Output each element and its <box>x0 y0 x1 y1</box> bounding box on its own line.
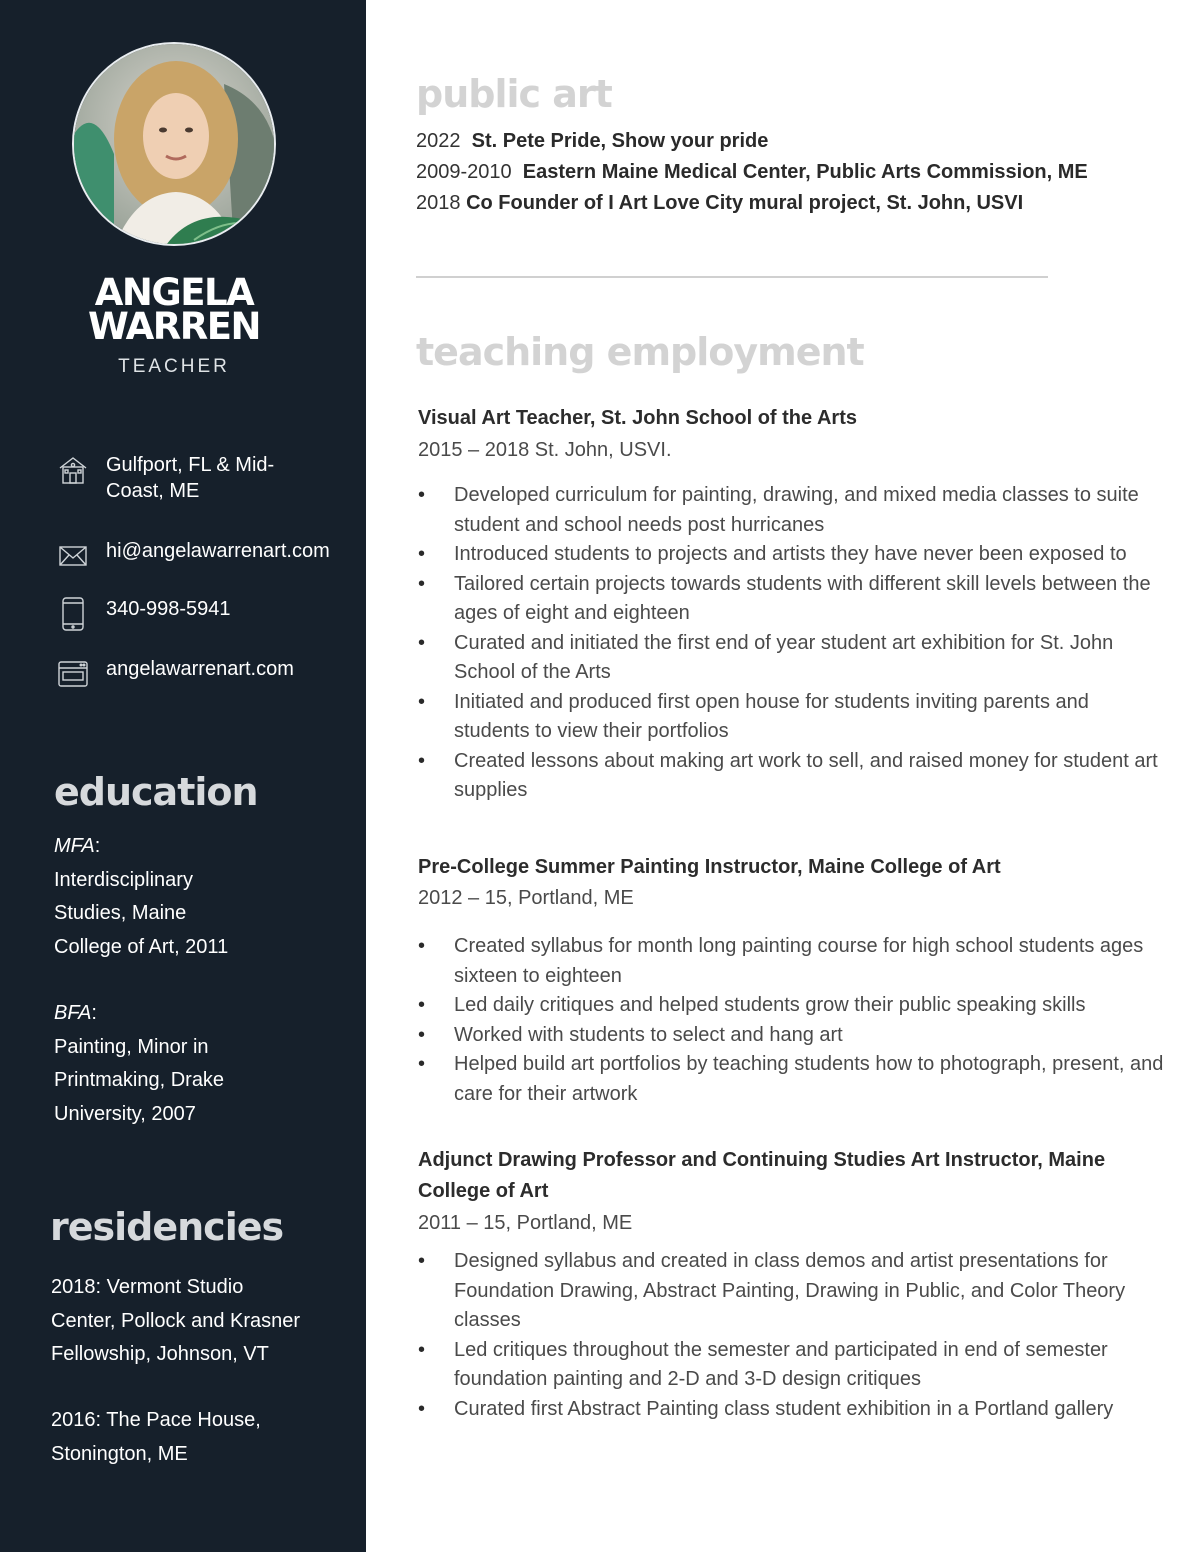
bullet-item: • Initiated and produced first open house for students inviting parents and students to view their portfolios <box>418 688 1166 747</box>
residency-line: 2018: Vermont Studio <box>51 1276 244 1298</box>
sidebar <box>0 0 366 1552</box>
bullet-item: • Led critiques throughout the semester and participated in end of semester foundation painting and 2-D and 3-D design critiques <box>418 1336 1166 1395</box>
bullet-item: • Worked with students to select and hang art <box>418 1021 1166 1051</box>
bullet-item: • Tailored certain projects towards students with different skill levels between the ages of eight and eighteen <box>418 570 1166 629</box>
residency-line: 2016: The Pace House, <box>51 1409 261 1431</box>
education-line: College of Art, 2011 <box>54 935 229 958</box>
contact-location <box>56 452 274 504</box>
residencies-heading: residencies <box>50 1205 284 1249</box>
location-line-1: Gulfport, FL & Mid- <box>106 454 275 476</box>
residency-line: Fellowship, Johnson, VT <box>51 1343 269 1365</box>
contact-email <box>56 538 330 574</box>
public-art-heading: public art <box>416 72 612 116</box>
contact-phone <box>56 596 231 632</box>
phone-number[interactable]: 340-998-5941 <box>106 598 231 620</box>
job-meta: 2012 – 15, Portland, ME <box>418 887 634 909</box>
bullet-item: • Created syllabus for month long painting course for high school students ages sixteen to eighteen <box>418 932 1166 991</box>
public-art-title: Eastern Maine Medical Center, Public Arts Commission, ME <box>522 161 1088 183</box>
bullet-item: • Designed syllabus and created in class demos and artist presentations for Foundation Drawing, Abstract Painting, Drawing in Public, and Color Theory classes <box>418 1247 1166 1336</box>
bullet-item: • Introduced students to projects and artists they have never been exposed to <box>418 540 1166 570</box>
public-art-year: 2018 <box>416 192 461 214</box>
last-name: WARREN <box>87 305 260 348</box>
bullet-item: • Led daily critiques and helped students grow their public speaking skills <box>418 991 1166 1021</box>
job-title: Visual Art Teacher, St. John School of the Arts <box>418 407 857 429</box>
job-title: Adjunct Drawing Professor and Continuing Studies Art Instructor, Maine College of Art <box>418 1149 1106 1202</box>
public-art-item <box>416 188 1023 218</box>
bullet-item: • Helped build art portfolios by teaching students how to photograph, present, and care for their artwork <box>418 1050 1166 1109</box>
education-item-mfa: MFA: Interdisciplinary Studies, Maine College of Art, 2011 <box>54 830 228 964</box>
contact-website <box>56 656 294 692</box>
section-divider <box>416 276 1048 278</box>
degree-label: BFA <box>54 1002 92 1024</box>
education-line: Studies, Maine <box>54 902 187 924</box>
email-link[interactable]: hi@angelawarrenart.com <box>106 540 330 562</box>
phone-icon <box>56 596 90 632</box>
job-bullets <box>418 932 1166 1109</box>
first-name: ANGELA <box>94 271 254 314</box>
public-art-title: Co Founder of I Art Love City mural project, St. John, USVI <box>466 192 1024 214</box>
education-line: Printmaking, Drake <box>54 1069 225 1091</box>
residency-line: Center, Pollock and Krasner <box>51 1309 301 1332</box>
public-art-item <box>416 126 768 156</box>
public-art-item <box>416 157 1088 187</box>
bullet-item: • Developed curriculum for painting, drawing, and mixed media classes to suite student and school needs post hurricanes <box>418 481 1166 540</box>
education-line: Interdisciplinary <box>54 868 193 891</box>
bullet-item: • Created lessons about making art work to sell, and raised money for student art supplies <box>418 747 1166 806</box>
profile-photo <box>72 42 276 246</box>
browser-icon <box>56 656 90 692</box>
job-bullets <box>418 1247 1166 1424</box>
residency-item <box>51 1404 261 1471</box>
education-heading: education <box>54 770 258 814</box>
residency-line: Stonington, ME <box>51 1442 188 1465</box>
house-icon <box>56 452 90 488</box>
education-line: Painting, Minor in <box>54 1035 209 1058</box>
envelope-icon <box>56 538 90 574</box>
location-line-2: Coast, ME <box>106 480 200 502</box>
public-art-year: 2009-2010 <box>416 161 512 183</box>
job-meta: 2011 – 15, Portland, ME <box>418 1212 633 1234</box>
job-bullets <box>418 481 1166 806</box>
degree-label: MFA <box>54 835 95 857</box>
job-role: TEACHER <box>118 356 230 377</box>
bullet-item: • Curated first Abstract Painting class student exhibition in a Portland gallery <box>418 1395 1166 1425</box>
residency-item <box>51 1271 300 1372</box>
job-meta: 2015 – 2018 St. John, USVI. <box>418 439 672 461</box>
education-line: University, 2007 <box>54 1102 196 1125</box>
job-title: Pre-College Summer Painting Instructor, Maine College of Art <box>418 856 1001 878</box>
education-item-bfa: BFA: Painting, Minor in Printmaking, Drake University, 2007 <box>54 997 224 1131</box>
bullet-item: • Curated and initiated the first end of year student art exhibition for St. John School of the Arts <box>418 629 1166 688</box>
website-link[interactable]: angelawarrenart.com <box>106 658 294 680</box>
public-art-year: 2022 <box>416 130 461 152</box>
teaching-heading: teaching employment <box>416 330 864 374</box>
public-art-title: St. Pete Pride, Show your pride <box>471 130 769 152</box>
